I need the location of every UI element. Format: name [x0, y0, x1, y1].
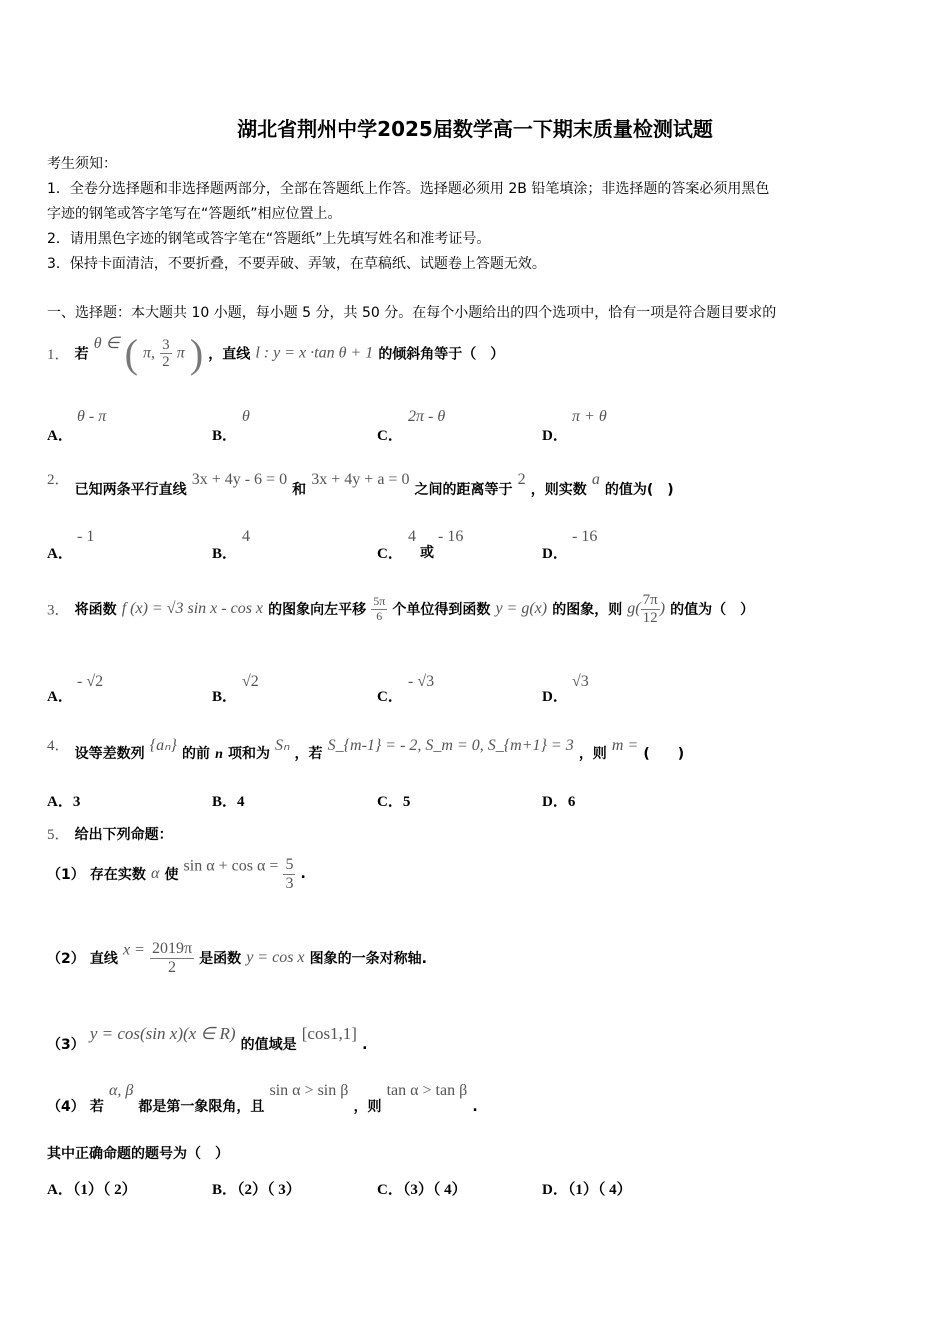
- question-number: 2．: [47, 472, 70, 488]
- fraction: $\frac{5\pi}{6}$: [373, 594, 386, 623]
- question-5: 5． 给出下列命题：: [47, 827, 173, 843]
- option-b[interactable]: B．（2）（ 3）: [212, 1182, 301, 1198]
- option-b[interactable]: B．: [212, 546, 238, 562]
- option-a[interactable]: A．: [47, 428, 73, 444]
- option-b[interactable]: B．4: [212, 794, 245, 810]
- question-number: 4．: [47, 738, 70, 754]
- option-c[interactable]: C．: [377, 546, 403, 562]
- option-c[interactable]: C．（3）（ 4）: [377, 1182, 467, 1198]
- notice-heading: 考生须知：: [47, 156, 117, 172]
- option-c[interactable]: C．5: [377, 794, 411, 810]
- option-a[interactable]: A．（1）（ 2）: [47, 1182, 137, 1198]
- page-title: 湖北省荆州中学2025届数学高一下期末质量检测试题: [237, 117, 713, 141]
- notice-item-3: 3．保持卡面清洁，不要折叠，不要弄破、弄皱，在草稿纸、试题卷上答题无效。: [47, 256, 546, 272]
- option-a[interactable]: A．: [47, 689, 73, 705]
- option-d[interactable]: D．: [542, 689, 568, 705]
- fraction: $\frac{7\pi}{12}$: [642, 592, 658, 626]
- option-d[interactable]: D．6: [542, 794, 576, 810]
- question-number: 5．: [47, 827, 70, 843]
- option-b[interactable]: B．: [212, 428, 238, 444]
- question-number: 3．: [47, 602, 70, 619]
- statement-3: （3） y = cos(sin x)(x ∈ R) 的值域是 [cos1,1] .: [47, 1024, 368, 1053]
- fraction: $\frac{2019\pi}{2}$: [151, 940, 193, 976]
- option-a[interactable]: A．3: [47, 794, 81, 810]
- question-5-prompt: 其中正确命题的题号为（ ）: [47, 1146, 229, 1162]
- option-d[interactable]: D．: [542, 546, 568, 562]
- option-b[interactable]: B．: [212, 689, 238, 705]
- question-number: 1．: [47, 347, 70, 363]
- notice-item-1-cont: 字迹的钢笔或答字笔写在“答题纸”相应位置上。: [47, 206, 342, 222]
- option-c[interactable]: C．: [377, 428, 403, 444]
- fraction: $\frac{3}{2}$: [162, 336, 170, 370]
- question-1: 1． 若 θ ∈ ( π, $\frac{3}{2}$ π ) ，直线 l : y = x ·tan θ + 1 的倾斜角等于（ ）: [47, 331, 505, 376]
- statement-4: （4） 若 α, β 都是第一象限角，且 sin α > sin β ，则 tan α > tan β .: [47, 1082, 478, 1115]
- question-2: 2． 已知两条平行直线 3x + 4y - 6 = 0 和 3x + 4y + a = 0 之间的距离等于 2 ，则实数 a 的值为( ): [47, 471, 674, 498]
- statement-2: （2） 直线 x = $\frac{2019\pi}{2}$ 是函数 y = cos x 图象的一条对称轴.: [47, 940, 427, 976]
- option-d[interactable]: D．（1）（ 4）: [542, 1182, 632, 1198]
- question-4: 4． 设等差数列 {aₙ} 的前 n 项和为 Sₙ ，若 S_{m-1} = - 2, S_m = 0, S_{m+1} = 3 ，则 m = ( ): [47, 737, 685, 762]
- section-heading: 一、选择题：本大题共 10 小题，每小题 5 分，共 50 分。在每个小题给出的四个选项中，恰有一项是符合题目要求的: [47, 305, 777, 321]
- option-a[interactable]: A．: [47, 546, 73, 562]
- question-3: 3． 将函数 f (x) = √3 sin x - cos x 的图象向左平移 $\frac{5\pi}{6}$ 个单位得到函数 y = g(x) 的图象，则 g( $\frac{7\pi}{12}$ ) 的值为（ ）: [47, 592, 755, 626]
- right-paren: ): [189, 331, 204, 376]
- fraction: $\frac{5}{3}$: [285, 856, 294, 892]
- left-paren: (: [124, 331, 138, 376]
- option-d[interactable]: D．: [542, 428, 568, 444]
- notice-item-1: 1．全卷分选择题和非选择题两部分，全部在答题纸上作答。选择题必须用 2B 铅笔填涂；非选择题的答案必须用黑色: [47, 181, 770, 197]
- notice-item-2: 2．请用黑色字迹的钢笔或答字笔在“答题纸”上先填写姓名和准考证号。: [47, 231, 491, 247]
- option-c[interactable]: C．: [377, 689, 403, 705]
- statement-1: （1） 存在实数 α 使 sin α + cos α = $\frac{5}{3}$ .: [47, 856, 306, 892]
